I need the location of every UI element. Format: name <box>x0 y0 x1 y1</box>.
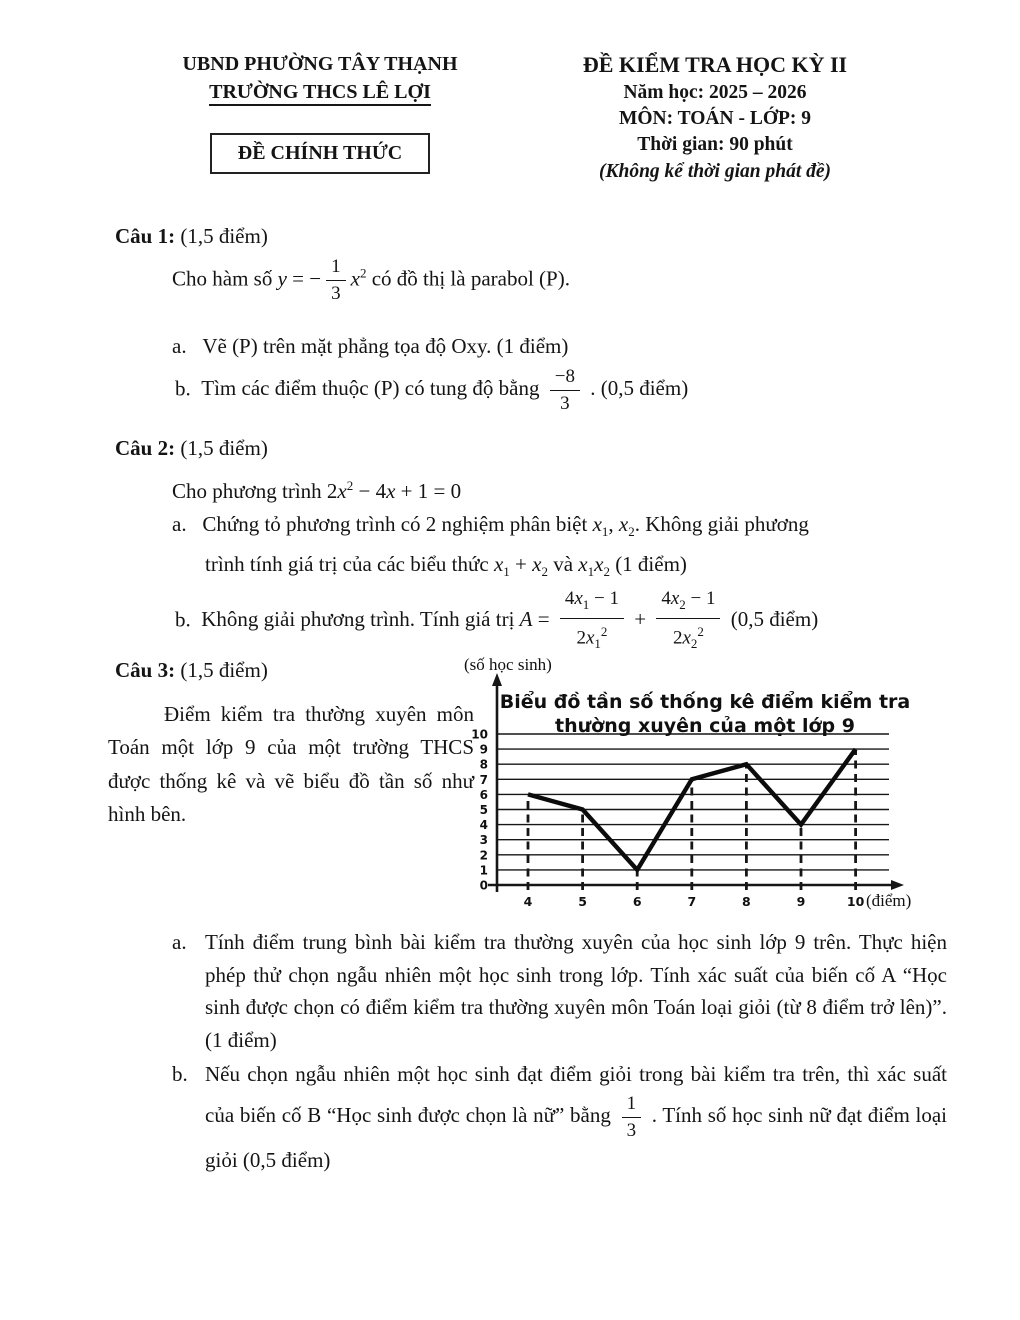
math-subscript: 2 <box>690 635 698 651</box>
q2-item-a-line1 <box>172 508 809 548</box>
math-segment: x <box>670 588 680 609</box>
math-subscript: 1 <box>587 564 595 580</box>
q1-a-text <box>202 334 568 358</box>
math-segment: x <box>386 479 396 503</box>
math-segment: x <box>682 627 691 649</box>
q3-b-label: b. <box>172 1062 188 1086</box>
x-tick-label: 8 <box>742 894 751 909</box>
y-axis-unit-label: (số học sinh) <box>464 656 552 674</box>
math-segment: + <box>509 552 533 576</box>
header-right <box>530 50 900 185</box>
fraction-numerator <box>326 256 346 281</box>
math-segment: 4 <box>564 588 575 609</box>
x-tick-label: 4 <box>523 894 533 909</box>
fraction-numerator <box>550 366 580 391</box>
x-tick-label: 6 <box>632 894 642 909</box>
fraction-denominator <box>550 391 580 415</box>
y-tick-label: 8 <box>479 757 488 772</box>
y-tick-label: 6 <box>479 787 488 802</box>
q3-intro: Điểm kiểm tra thường xuyên môn Toán một lớp 9 của một trường THCS được thống kê và vẽ biểu đồ tần số như hình bên. <box>108 702 474 827</box>
math-subscript: 2 <box>603 564 610 580</box>
math-segment: x <box>592 512 602 536</box>
math-segment: . Tính số học sinh nữ đạt điểm loại giỏi (0,5 điểm) <box>205 1102 947 1172</box>
q2-intro <box>172 470 461 507</box>
question-1-heading <box>115 224 268 249</box>
math-superscript: 2 <box>359 265 367 281</box>
question-3-points: (1,5 điểm) <box>180 658 268 682</box>
q2-b-label: b. <box>175 607 191 632</box>
math-subscript: 1 <box>582 596 590 612</box>
math-segment: Cho phương trình 2 <box>172 479 338 503</box>
duration-line: Thời gian: 90 phút <box>637 134 793 155</box>
math-segment: 3 <box>626 1119 637 1141</box>
q3-a-label: a. <box>172 930 187 954</box>
fraction-denominator <box>560 619 624 655</box>
question-2-heading <box>115 436 268 461</box>
q1-item-a <box>172 330 568 362</box>
math-segment: = − <box>286 266 322 291</box>
math-segment: Nếu chọn ngẫu nhiên một học sinh đạt điểm giỏi trong bài kiểm tra trên, thì xác suất của biến cố B “Học sinh được chọn là nữ” bằng <box>205 1062 947 1127</box>
x-tick-label: 7 <box>687 894 697 909</box>
school-name <box>140 78 500 106</box>
q2-b-text <box>201 588 819 651</box>
math-segment: − 1 <box>685 588 716 609</box>
x-tick-label: 5 <box>578 894 587 909</box>
math-segment: có đồ thị là parabol (P). <box>366 266 570 291</box>
math-segment: x <box>532 552 542 576</box>
question-3-label: Câu 3: <box>115 658 176 682</box>
official-exam-box: ĐỀ CHÍNH THỨC <box>210 133 430 174</box>
math-subscript: 1 <box>503 564 510 580</box>
fraction-numerator <box>656 588 720 619</box>
math-superscript: 2 <box>600 623 608 639</box>
math-segment: Không giải phương trình. Tính giá trị <box>201 607 520 632</box>
y-tick-label: 10 <box>471 727 488 742</box>
math-superscript: 2 <box>697 623 704 639</box>
q3-item-b <box>172 1058 947 1176</box>
q3-a-text: Tính điểm trung bình bài kiểm tra thường xuyên của học sinh lớp 9 trên. Thực hiện phép thử chọn ngẫu nhiên một học sinh trong lớp. Tính xác suất của biến cố A “Học sinh được chọn có điểm kiểm tra thường xuyên môn Toán loại giỏi (từ 8 điểm trở lên)”. (1 điểm) <box>205 930 947 1052</box>
school-name-text: TRƯỜNG THCS LÊ LỢI <box>209 81 431 106</box>
question-3-heading <box>115 658 268 683</box>
math-subscript: 2 <box>541 564 548 580</box>
math-segment: , <box>608 512 619 536</box>
y-tick-label: 0 <box>479 878 488 893</box>
math-fraction <box>656 588 720 655</box>
q2-a-label: a. <box>172 512 187 536</box>
math-superscript: 2 <box>346 478 354 493</box>
math-segment: = <box>532 607 555 632</box>
chart-title-line2: thường xuyên của một lớp 9 <box>555 715 855 737</box>
math-segment: x <box>574 588 583 609</box>
math-segment: x <box>493 552 504 576</box>
fraction-numerator <box>622 1093 642 1118</box>
math-fraction <box>622 1093 642 1142</box>
math-segment: x <box>585 627 595 649</box>
org-name: UBND PHƯỜNG TÂY THẠNH <box>182 53 458 75</box>
chart-title-line1: Biểu đồ tần số thống kê điểm kiểm tra <box>499 691 911 713</box>
x-tick-label: 9 <box>796 894 806 909</box>
math-subscript: 2 <box>679 596 686 612</box>
subject-line: MÔN: TOÁN - LỚP: 9 <box>618 108 812 129</box>
math-segment: . Không giải phương <box>634 512 809 536</box>
x-axis-unit-label: (điểm) <box>866 891 912 910</box>
math-segment: −8 <box>554 366 575 387</box>
math-segment: Tìm các điểm thuộc (P) có tung độ bằng <box>201 376 545 401</box>
q2-item-a-line2 <box>205 548 687 588</box>
y-tick-label: 1 <box>479 863 488 878</box>
fraction-denominator <box>656 619 720 655</box>
y-tick-label: 3 <box>479 833 488 848</box>
q1-a-label: a. <box>172 334 187 358</box>
math-fraction <box>550 366 580 415</box>
question-1-points: (1,5 điểm) <box>180 224 268 248</box>
math-segment: + <box>628 607 652 632</box>
math-segment: Vẽ (P) trên mặt phẳng tọa độ Oxy. (1 điểm) <box>202 334 569 358</box>
math-segment: . (0,5 điểm) <box>584 376 689 401</box>
math-segment: x <box>578 552 588 576</box>
math-segment: 4 <box>661 588 671 609</box>
math-subscript: 1 <box>601 524 609 540</box>
q1-b-label: b. <box>175 376 191 401</box>
math-segment: y <box>277 266 287 291</box>
math-subscript: 2 <box>628 524 635 540</box>
math-segment: 1 <box>331 256 341 277</box>
fraction-numerator <box>560 588 624 619</box>
math-segment: x <box>337 479 347 503</box>
y-tick-label: 9 <box>479 742 488 757</box>
y-tick-label: 2 <box>479 848 488 863</box>
math-segment: + 1 = 0 <box>395 479 462 503</box>
y-axis-arrow <box>492 673 502 686</box>
frequency-chart <box>462 656 936 922</box>
math-segment: (0,5 điểm) <box>725 607 819 632</box>
math-segment: 1 <box>626 1092 637 1114</box>
q1-item-b <box>175 364 688 417</box>
math-segment: Chứng tỏ phương trình có 2 nghiệm phân biệt <box>202 512 593 536</box>
q2-item-b <box>175 586 818 657</box>
math-segment: x <box>594 552 604 576</box>
math-subscript: 1 <box>594 635 601 651</box>
official-box-wrap <box>140 106 500 174</box>
math-segment: 3 <box>560 393 570 414</box>
y-tick-label: 5 <box>479 803 488 817</box>
math-segment: − 4 <box>353 479 387 503</box>
math-segment: − 1 <box>589 588 619 609</box>
math-segment: x <box>350 266 360 291</box>
x-axis-arrow <box>891 880 904 890</box>
math-segment: trình tính giá trị của các biểu thức <box>205 552 494 576</box>
math-segment: x <box>618 512 629 536</box>
q1-intro <box>172 254 570 307</box>
y-tick-label: 4 <box>479 818 488 833</box>
question-2-points: (1,5 điểm) <box>180 436 268 460</box>
header-left <box>140 50 500 174</box>
x-tick-label: 10 <box>846 894 865 909</box>
math-segment: 2 <box>672 627 683 649</box>
q3-b-text <box>205 1062 947 1172</box>
duration-note: (Không kể thời gian phát đề) <box>598 161 832 182</box>
q1-b-text <box>201 366 689 414</box>
fraction-denominator <box>622 1118 642 1142</box>
math-segment: Cho hàm số <box>172 266 278 291</box>
math-segment: (1 điểm) <box>609 552 687 576</box>
question-1-label: Câu 1: <box>115 224 176 248</box>
q3-item-a <box>172 926 947 1056</box>
math-segment: 2 <box>576 627 586 649</box>
math-segment: 3 <box>331 283 341 304</box>
math-segment: và <box>547 552 579 576</box>
math-segment: A <box>519 607 533 632</box>
math-fraction <box>326 256 346 305</box>
question-2-label: Câu 2: <box>115 436 176 460</box>
q2-a-text1 <box>202 512 809 540</box>
math-fraction <box>560 588 624 655</box>
school-year: Năm học: 2025 – 2026 <box>623 82 807 103</box>
y-tick-label: 7 <box>479 772 488 787</box>
exam-title: ĐỀ KIỂM TRA HỌC KỲ II <box>582 52 848 77</box>
fraction-denominator <box>326 281 346 305</box>
